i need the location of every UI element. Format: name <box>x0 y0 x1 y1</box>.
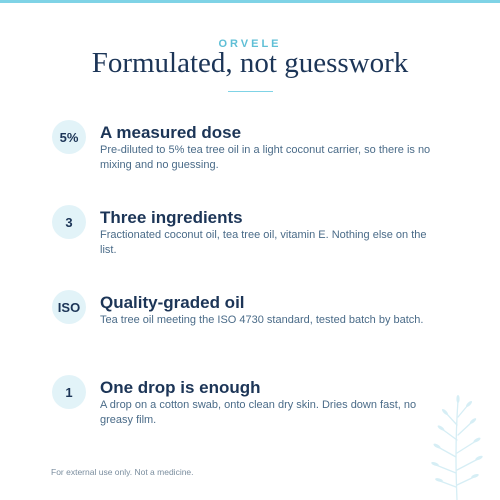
feature-title: Quality-graded oil <box>100 293 245 312</box>
feature-badge: ISO <box>52 290 86 324</box>
feature-description: Tea tree oil meeting the ISO 4730 standard, tested batch by batch. <box>100 314 424 326</box>
top-accent-bar <box>0 0 500 3</box>
feature-badge: 5% <box>52 120 86 154</box>
feature-description: Pre-diluted to 5% tea tree oil in a light coconut carrier, so there is no mixing and no guessing. <box>100 144 431 171</box>
feature-title: Three ingredients <box>100 208 243 227</box>
feature-description: Fractionated coconut oil, tea tree oil, vitamin E. Nothing else on the list. <box>100 229 427 256</box>
title-divider <box>228 91 273 92</box>
feature-title: One drop is enough <box>100 378 261 397</box>
feature-description: A drop on a cotton swab, onto clean dry skin. Dries down fast, no greasy film. <box>100 399 417 426</box>
tea-tree-sprig-icon <box>422 395 492 500</box>
feature-title: A measured dose <box>100 123 242 142</box>
disclaimer: For external use only. Not a medicine. <box>51 467 194 477</box>
page-title: Formulated, not guesswork <box>91 47 409 79</box>
brand-name: ORVELE <box>218 38 282 50</box>
feature-badge: 3 <box>52 205 86 239</box>
feature-badge: 1 <box>52 375 86 409</box>
